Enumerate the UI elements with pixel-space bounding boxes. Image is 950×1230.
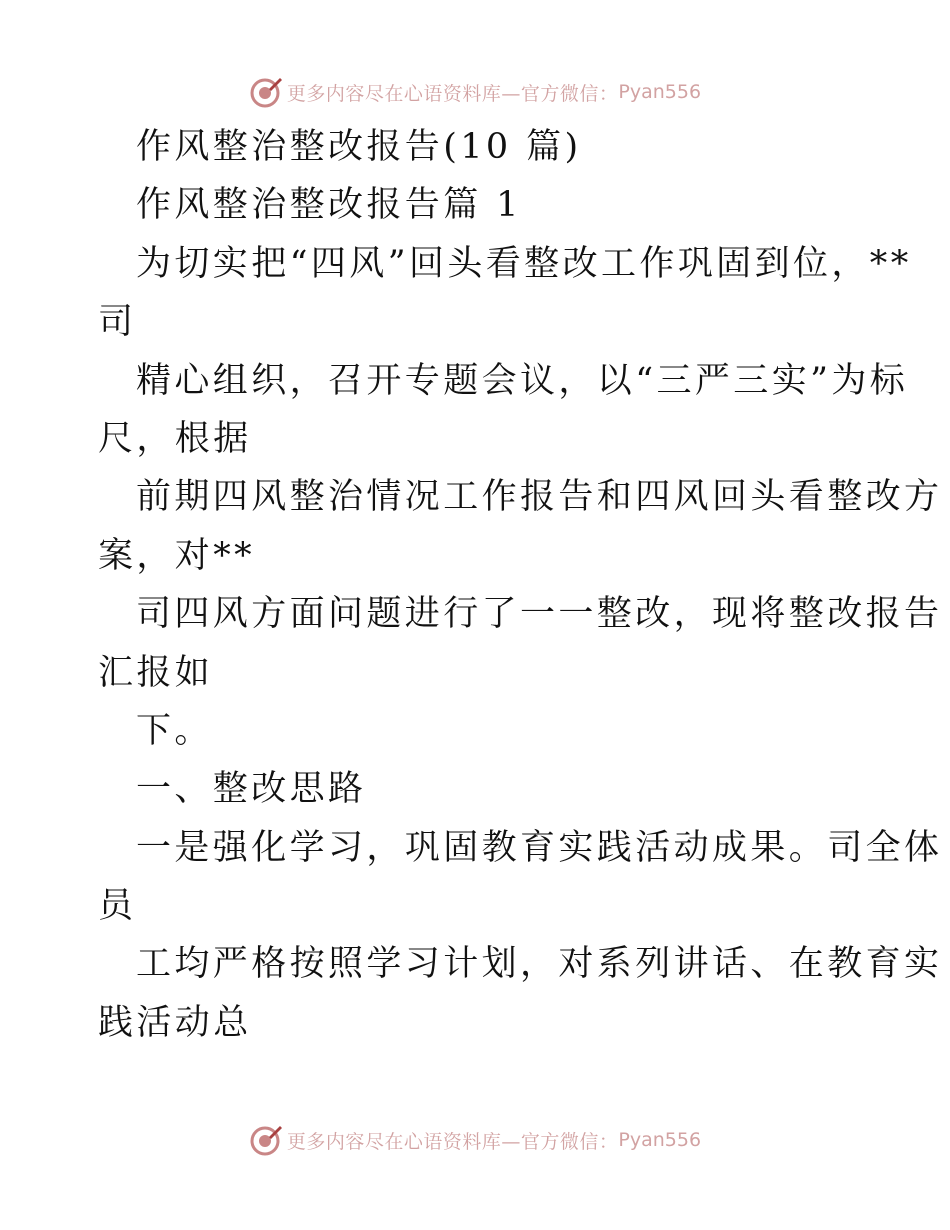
text-line: 一、整改思路 (136, 769, 367, 810)
pen-circle-logo-icon (249, 1123, 283, 1157)
header-watermark (0, 70, 950, 114)
text-line: 司四风方面问题进行了一一整改，现将整改报告 (136, 594, 943, 635)
text-line: 工均严格按照学习计划，对系列讲话、在教育实 (136, 944, 943, 985)
text-line: 案，对** (98, 535, 256, 576)
document-body (98, 118, 943, 1052)
pen-circle-logo-icon (249, 75, 283, 109)
text-line: 前期四风整治情况工作报告和四风回头看整改方 (136, 477, 943, 518)
watermark-text: 更多内容尽在心语资料库—官方微信： (286, 82, 619, 105)
text-line: 为切实把“四风”回头看整改工作巩固到位，** (136, 243, 912, 284)
text-line: 汇报如 (98, 652, 214, 693)
footer-watermark (0, 1118, 950, 1162)
watermark-id: Pyan556 (618, 1129, 702, 1151)
text-line: 员 (98, 886, 137, 927)
text-line: 尺，根据 (98, 418, 252, 459)
watermark-id: Pyan556 (618, 81, 702, 103)
watermark-text: 更多内容尽在心语资料库—官方微信： (286, 1130, 619, 1153)
text-line: 下。 (136, 710, 213, 751)
text-line: 司 (98, 302, 137, 343)
text-line: 践活动总 (98, 1002, 252, 1043)
text-line: 一是强化学习，巩固教育实践活动成果。司全体 (136, 827, 943, 868)
text-line: 精心组织，召开专题会议，以“三严三实”为标 (136, 360, 909, 401)
text-line: 作风整治整改报告(10 篇) (136, 127, 582, 167)
text-line: 作风整治整改报告篇 1 (136, 185, 522, 226)
